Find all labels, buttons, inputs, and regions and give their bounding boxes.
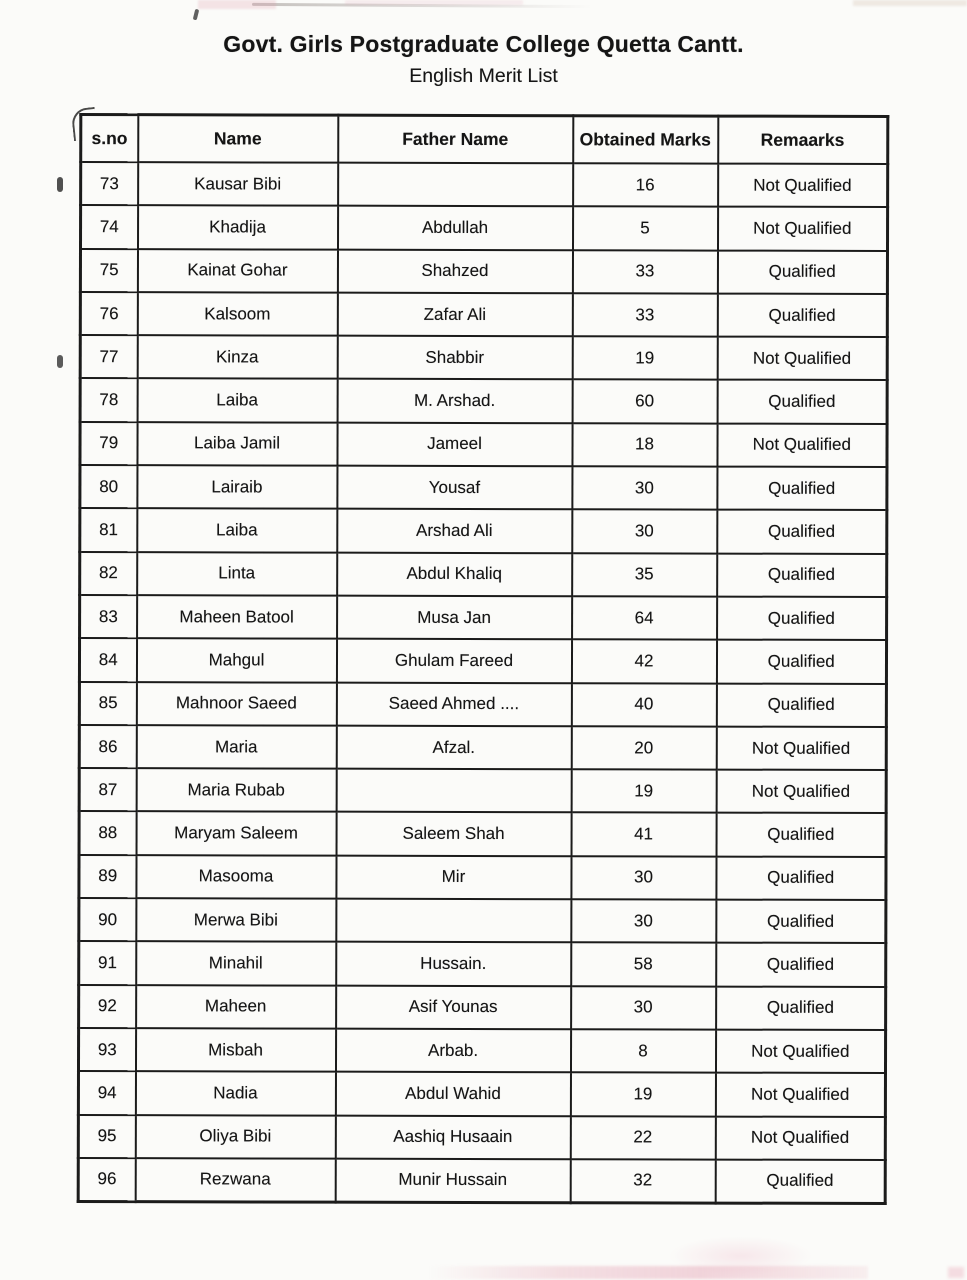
table-row [79, 811, 886, 856]
scan-artifact-edge-mark [57, 177, 63, 192]
cell-name: Maria [136, 725, 336, 769]
cell-name: Mahgul [136, 638, 336, 682]
cell-father-name [336, 899, 571, 943]
column-header-sno: s.no [81, 115, 138, 163]
table-row [80, 379, 887, 424]
cell-marks: 30 [572, 466, 717, 510]
table-row [80, 552, 887, 597]
cell-name: Maria Rubab [136, 768, 336, 812]
cell-father-name: Zafar Ali [337, 293, 572, 337]
cell-remarks: Qualified [716, 900, 886, 944]
cell-marks: 32 [570, 1159, 715, 1203]
scan-artifact-pen-tick [193, 9, 199, 21]
cell-sno: 92 [79, 985, 136, 1028]
cell-sno: 84 [79, 638, 136, 681]
cell-marks: 19 [571, 769, 716, 813]
table-row [78, 1071, 885, 1116]
merit-table-container [77, 113, 887, 1205]
table-row [78, 1158, 885, 1204]
cell-father-name [338, 163, 573, 207]
cell-remarks: Qualified [717, 467, 887, 511]
cell-marks: 16 [573, 163, 718, 207]
cell-sno: 73 [81, 162, 138, 205]
cell-father-name: Yousaf [337, 466, 572, 510]
cell-remarks: Not Qualified [718, 164, 888, 208]
column-header-name: Name [138, 115, 338, 163]
cell-name: Maheen Batool [137, 595, 337, 639]
cell-father-name: Arshad Ali [337, 509, 572, 553]
cell-name: Nadia [135, 1071, 335, 1115]
cell-marks: 30 [571, 856, 716, 900]
cell-marks: 33 [572, 293, 717, 337]
cell-sno: 81 [80, 508, 137, 551]
cell-name: Lairaib [137, 465, 337, 509]
merit-table-header [81, 115, 888, 164]
cell-sno: 78 [80, 379, 137, 422]
scan-artifact-pink-band [428, 1266, 868, 1279]
cell-remarks: Not Qualified [715, 1030, 885, 1074]
table-row [79, 985, 886, 1030]
cell-marks: 22 [570, 1116, 715, 1160]
cell-marks: 33 [572, 250, 717, 294]
cell-marks: 41 [571, 813, 716, 857]
scan-artifact-tan-smudge [853, 0, 967, 6]
cell-marks: 58 [571, 943, 716, 987]
cell-father-name: Munir Hussain [335, 1158, 570, 1202]
cell-sno: 93 [78, 1028, 135, 1071]
cell-father-name: Shahzed [337, 249, 572, 293]
cell-remarks: Not Qualified [715, 1116, 885, 1160]
cell-father-name: Aashiq Husaain [335, 1115, 570, 1159]
cell-father-name: Saleem Shah [336, 812, 571, 856]
cell-name: Mahnoor Saeed [136, 682, 336, 726]
cell-father-name: Abdul Khaliq [337, 552, 572, 596]
cell-marks: 19 [570, 1072, 715, 1116]
cell-remarks: Qualified [716, 856, 886, 900]
cell-sno: 90 [79, 898, 136, 941]
cell-name: Kausar Bibi [138, 162, 338, 206]
table-row [78, 1115, 885, 1160]
cell-remarks: Qualified [716, 640, 886, 684]
cell-marks: 19 [572, 336, 717, 380]
cell-marks: 35 [572, 553, 717, 597]
cell-father-name: Musa Jan [337, 596, 572, 640]
cell-name: Linta [137, 552, 337, 596]
table-row [81, 162, 888, 207]
cell-remarks: Qualified [716, 813, 886, 857]
cell-sno: 74 [81, 205, 138, 248]
cell-marks: 64 [572, 596, 717, 640]
cell-father-name: Shabbir [337, 336, 572, 380]
cell-father-name: Mir [336, 855, 571, 899]
cell-remarks: Qualified [717, 380, 887, 424]
cell-remarks: Not Qualified [717, 207, 887, 251]
cell-remarks: Qualified [717, 510, 887, 554]
scan-artifact-corner-curve [71, 107, 98, 141]
cell-name: Masooma [136, 855, 336, 899]
cell-sno: 94 [78, 1071, 135, 1114]
cell-name: Laiba [137, 509, 337, 553]
cell-remarks: Not Qualified [717, 337, 887, 381]
header-row [81, 115, 888, 164]
cell-marks: 42 [571, 639, 716, 683]
cell-marks: 60 [572, 380, 717, 424]
cell-name: Kalsoom [137, 292, 337, 336]
cell-father-name: Afzal. [336, 726, 571, 770]
cell-marks: 20 [571, 726, 716, 770]
cell-remarks: Not Qualified [715, 1073, 885, 1117]
cell-name: Merwa Bibi [136, 898, 336, 942]
cell-father-name: Asif Younas [336, 985, 571, 1029]
table-row [80, 335, 887, 380]
cell-father-name: Arbab. [335, 1029, 570, 1073]
cell-name: Kainat Gohar [137, 249, 337, 293]
scan-artifact-top-streak [252, 3, 592, 8]
cell-marks: 40 [571, 683, 716, 727]
cell-remarks: Qualified [717, 553, 887, 597]
cell-marks: 5 [573, 207, 718, 251]
cell-sno: 82 [80, 552, 137, 595]
cell-marks: 30 [571, 986, 716, 1030]
cell-sno: 80 [80, 465, 137, 508]
document-header [0, 31, 967, 88]
scan-artifact-pink-dot [948, 1267, 964, 1278]
table-row [80, 249, 887, 294]
cell-name: Maryam Saleem [136, 812, 336, 856]
cell-sno: 83 [80, 595, 137, 638]
cell-sno: 96 [78, 1158, 135, 1202]
cell-father-name: Saeed Ahmed .... [336, 682, 571, 726]
table-row [79, 898, 886, 943]
cell-name: Rezwana [135, 1158, 335, 1202]
column-header-father-name: Father Name [338, 115, 573, 163]
cell-name: Laiba [137, 379, 337, 423]
table-row [79, 638, 886, 683]
cell-sno: 75 [80, 249, 137, 292]
table-row [80, 422, 887, 467]
cell-remarks: Not Qualified [717, 423, 887, 467]
cell-father-name: Ghulam Fareed [336, 639, 571, 683]
table-row [79, 855, 886, 900]
cell-sno: 79 [80, 422, 137, 465]
cell-sno: 86 [79, 725, 136, 768]
cell-remarks: Qualified [717, 250, 887, 294]
cell-sno: 88 [79, 811, 136, 854]
cell-remarks: Not Qualified [716, 726, 886, 770]
cell-sno: 77 [80, 335, 137, 378]
page-subtitle: English Merit List [409, 65, 558, 87]
cell-remarks: Qualified [717, 597, 887, 641]
table-row [78, 1028, 885, 1073]
cell-name: Oliya Bibi [135, 1115, 335, 1159]
cell-father-name: Jameel [337, 422, 572, 466]
cell-father-name: Abdullah [338, 206, 573, 250]
cell-sno: 91 [79, 941, 136, 984]
table-row [81, 205, 888, 250]
table-row [79, 682, 886, 727]
cell-father-name: M. Arshad. [337, 379, 572, 423]
cell-marks: 18 [572, 423, 717, 467]
cell-sno: 89 [79, 855, 136, 898]
table-row [79, 725, 886, 770]
cell-remarks: Qualified [715, 1159, 885, 1203]
merit-table-body [78, 162, 888, 1204]
scan-artifact-edge-mark [57, 355, 63, 368]
cell-remarks: Qualified [716, 683, 886, 727]
cell-sno: 85 [79, 682, 136, 725]
table-row [79, 768, 886, 813]
cell-sno: 76 [80, 292, 137, 335]
scan-artifact-pink-patch [668, 1236, 813, 1276]
cell-name: Laiba Jamil [137, 422, 337, 466]
table-row [80, 595, 887, 640]
merit-table [77, 113, 890, 1205]
table-row [80, 292, 887, 337]
cell-father-name: Hussain. [336, 942, 571, 986]
cell-marks: 8 [570, 1029, 715, 1073]
table-row [80, 465, 887, 510]
column-header-obtained-marks: Obtained Marks [573, 116, 718, 164]
cell-name: Khadija [138, 205, 338, 249]
scan-artifact-pink-smudge [198, 0, 276, 9]
cell-marks: 30 [572, 510, 717, 554]
cell-name: Misbah [135, 1028, 335, 1072]
cell-name: Minahil [136, 941, 336, 985]
page-title: Govt. Girls Postgraduate College Quetta Cantt. [223, 31, 744, 57]
cell-remarks: Qualified [717, 293, 887, 337]
scan-artifact-pink-smudge [345, 0, 523, 5]
cell-sno: 87 [79, 768, 136, 811]
cell-marks: 30 [571, 899, 716, 943]
cell-father-name [336, 769, 571, 813]
cell-remarks: Qualified [716, 943, 886, 987]
cell-remarks: Qualified [716, 986, 886, 1030]
table-row [80, 508, 887, 553]
cell-sno: 95 [78, 1115, 135, 1158]
cell-name: Kinza [137, 335, 337, 379]
cell-remarks: Not Qualified [716, 770, 886, 814]
cell-father-name: Abdul Wahid [335, 1072, 570, 1116]
table-row [79, 941, 886, 986]
column-header-remarks: Remaarks [718, 116, 888, 164]
cell-name: Maheen [136, 985, 336, 1029]
